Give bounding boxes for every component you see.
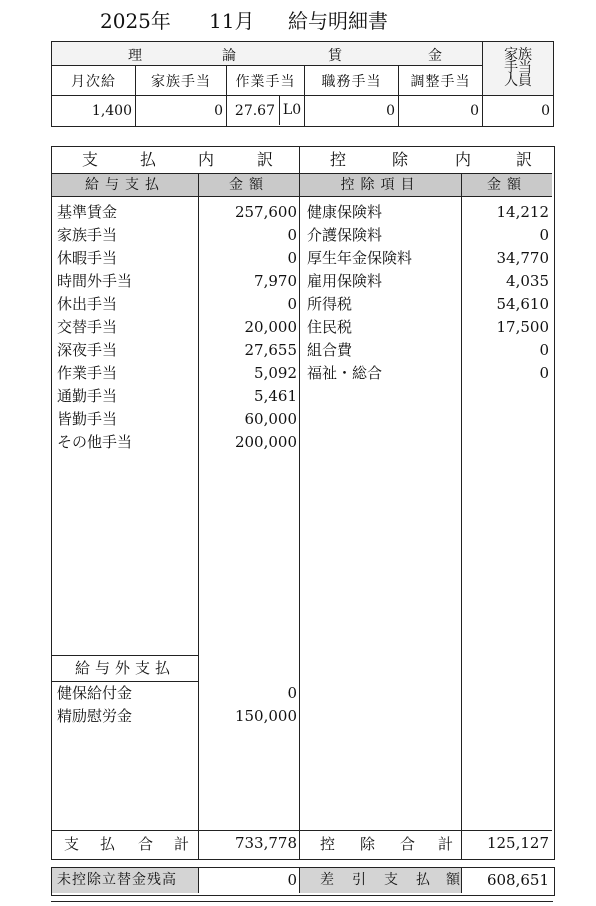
pay-item-amount: 0 bbox=[287, 226, 297, 244]
pay-sec-char-1: 支 bbox=[82, 150, 99, 169]
riron-char-4: 金 bbox=[428, 47, 442, 64]
divider-col-head bbox=[52, 196, 552, 197]
extra-item-label: 精励慰労金 bbox=[57, 707, 133, 725]
dependents-line-1: 家族 bbox=[504, 47, 533, 63]
value-work-cell bbox=[227, 96, 305, 127]
riron-char-2: 論 bbox=[222, 47, 236, 64]
payment-total-value: 733,778 bbox=[234, 834, 297, 852]
pay-total-char-1: 支 bbox=[64, 835, 80, 853]
ded-col-amount-header: 金額 bbox=[462, 174, 552, 196]
value-adjust: 0 bbox=[399, 96, 483, 127]
pay-total-char-4: 計 bbox=[174, 835, 190, 853]
riron-header bbox=[52, 42, 483, 66]
ded-total-char-3: 合 bbox=[400, 835, 416, 853]
detail-box bbox=[51, 146, 555, 860]
label-monthly: 月次給 bbox=[52, 66, 136, 96]
riron-char-3: 賃 bbox=[328, 47, 342, 64]
extra-item-label: 健保給付金 bbox=[57, 684, 133, 702]
ded-item-amount: 0 bbox=[539, 364, 549, 382]
dependents-line-3: 人員 bbox=[504, 73, 533, 89]
document-title bbox=[0, 6, 596, 36]
pay-item-amount: 20,000 bbox=[244, 318, 297, 336]
pay-item-amount: 27,655 bbox=[244, 341, 297, 359]
pay-item-label: 交替手当 bbox=[57, 318, 118, 336]
value-dependents: 0 bbox=[483, 96, 554, 127]
payment-total-label bbox=[52, 831, 198, 857]
pay-item-amount: 257,600 bbox=[234, 203, 297, 221]
divider-pay-amount bbox=[198, 173, 199, 859]
value-monthly: 1,400 bbox=[52, 96, 136, 127]
pay-item-label: 時間外手当 bbox=[57, 272, 133, 290]
ded-sec-char-1: 控 bbox=[330, 150, 347, 169]
value-work: 27.67 bbox=[234, 103, 275, 119]
pay-item-label: 通勤手当 bbox=[57, 387, 118, 405]
pay-item-amount: 0 bbox=[287, 295, 297, 313]
deduction-total-value: 125,127 bbox=[486, 834, 549, 852]
ded-total-char-2: 除 bbox=[360, 835, 376, 853]
label-duty: 職務手当 bbox=[305, 66, 399, 96]
extra-payments-header: 給与外支払 bbox=[52, 655, 199, 682]
ded-col-item-header: 控除項目 bbox=[300, 174, 461, 196]
year-label: 2025年 bbox=[100, 9, 171, 33]
pay-item-label: その他手当 bbox=[57, 433, 133, 451]
pay-item-amount: 5,092 bbox=[254, 364, 297, 382]
summary-row bbox=[51, 867, 555, 896]
dependents-line-2: 手当 bbox=[504, 60, 533, 76]
pay-item-label: 休暇手当 bbox=[57, 249, 118, 267]
ded-item-amount: 14,212 bbox=[496, 203, 549, 221]
ded-total-char-4: 計 bbox=[438, 835, 454, 853]
ded-item-label: 介護保険料 bbox=[307, 226, 383, 244]
ded-item-amount: 34,770 bbox=[496, 249, 549, 267]
ded-sec-char-2: 除 bbox=[392, 150, 409, 169]
value-duty: 0 bbox=[305, 96, 399, 127]
pay-item-label: 皆勤手当 bbox=[57, 410, 118, 428]
pay-item-label: 家族手当 bbox=[57, 226, 118, 244]
month-label: 11月 bbox=[209, 9, 255, 33]
pay-total-char-2: 払 bbox=[100, 835, 116, 853]
balance-label bbox=[52, 868, 198, 893]
value-work-unit: L0 bbox=[279, 96, 304, 125]
extra-item-amount: 150,000 bbox=[234, 707, 297, 725]
balance-label-text: 未控除立替金残高 bbox=[57, 872, 177, 888]
pay-sec-char-2: 払 bbox=[140, 150, 157, 169]
payments-section-header bbox=[52, 147, 299, 173]
rate-table bbox=[51, 41, 554, 127]
net-pay-label bbox=[300, 868, 461, 893]
doc-title: 給与明細書 bbox=[288, 9, 388, 33]
ded-total-char-1: 控 bbox=[320, 835, 336, 853]
ded-item-amount: 0 bbox=[539, 226, 549, 244]
dependents-header bbox=[483, 42, 554, 96]
pay-sec-char-4: 訳 bbox=[257, 150, 274, 169]
label-adjust: 調整手当 bbox=[399, 66, 483, 96]
net-char-5: 額 bbox=[446, 872, 460, 888]
label-family: 家族手当 bbox=[136, 66, 227, 96]
pay-item-label: 深夜手当 bbox=[57, 341, 118, 359]
pay-item-label: 作業手当 bbox=[57, 364, 118, 382]
ded-item-amount: 17,500 bbox=[496, 318, 549, 336]
ded-item-amount: 0 bbox=[539, 341, 549, 359]
ded-item-label: 福祉・総合 bbox=[307, 364, 383, 382]
bottom-divider-3 bbox=[461, 868, 462, 893]
ded-item-amount: 54,610 bbox=[496, 295, 549, 313]
pay-col-amount-header: 金額 bbox=[199, 174, 299, 196]
ded-item-label: 住民税 bbox=[307, 318, 353, 336]
pay-item-amount: 200,000 bbox=[234, 433, 297, 451]
extra-item-amount: 0 bbox=[287, 684, 297, 702]
pay-sec-char-3: 内 bbox=[198, 150, 215, 169]
pay-col-item-header: 給与支払 bbox=[52, 174, 198, 196]
pay-item-label: 休出手当 bbox=[57, 295, 118, 313]
pay-total-char-3: 合 bbox=[138, 835, 154, 853]
value-family: 0 bbox=[136, 96, 227, 127]
pay-item-amount: 60,000 bbox=[244, 410, 297, 428]
ded-item-label: 健康保険料 bbox=[307, 203, 383, 221]
pay-item-amount: 5,461 bbox=[254, 387, 297, 405]
ded-item-label: 厚生年金保険料 bbox=[307, 249, 413, 267]
ded-sec-char-4: 訳 bbox=[516, 150, 533, 169]
balance-value: 0 bbox=[287, 871, 297, 889]
net-pay-value: 608,651 bbox=[486, 871, 549, 889]
deductions-section-header bbox=[300, 147, 552, 173]
divider-center bbox=[299, 147, 300, 859]
ded-item-amount: 4,035 bbox=[506, 272, 549, 290]
pay-item-amount: 0 bbox=[287, 249, 297, 267]
ded-item-label: 所得税 bbox=[307, 295, 353, 313]
net-char-3: 支 bbox=[384, 872, 398, 888]
pay-item-label: 基準賃金 bbox=[57, 203, 118, 221]
net-char-4: 払 bbox=[416, 872, 430, 888]
divider-deduct-amount bbox=[461, 173, 462, 859]
label-work: 作業手当 bbox=[227, 66, 305, 96]
riron-char-1: 理 bbox=[128, 47, 142, 64]
ded-item-label: 組合費 bbox=[307, 341, 353, 359]
ded-sec-char-3: 内 bbox=[455, 150, 472, 169]
ded-item-label: 雇用保険料 bbox=[307, 272, 383, 290]
net-char-1: 差 bbox=[320, 872, 334, 888]
bottom-divider-1 bbox=[198, 868, 199, 893]
net-char-2: 引 bbox=[352, 872, 366, 888]
deduction-total-label bbox=[300, 831, 461, 857]
bottom-rule bbox=[51, 901, 553, 902]
pay-item-amount: 7,970 bbox=[254, 272, 297, 290]
